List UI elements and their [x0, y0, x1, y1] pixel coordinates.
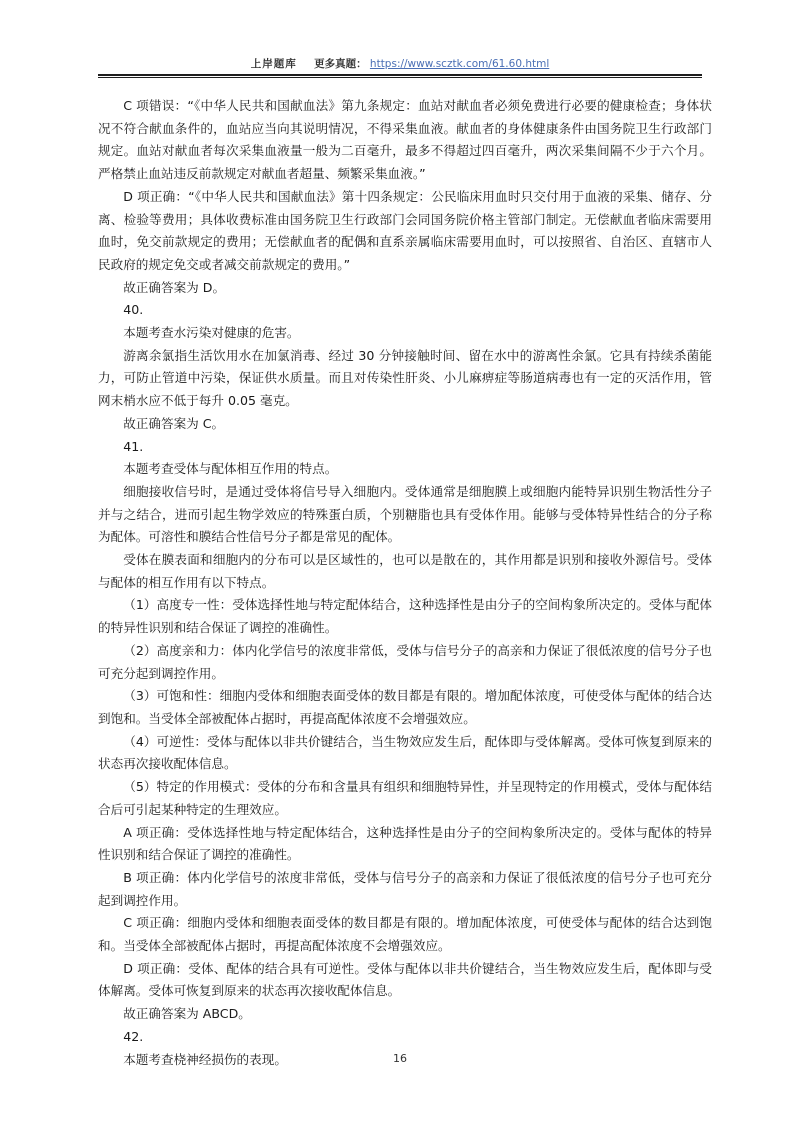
paragraph: （4）可逆性：受体与配体以非共价键结合，当生物效应发生后，配体即与受体解离。受体可恢复到原来的状态再次接收配体信息。 [98, 733, 712, 772]
paragraph: C 项错误：“《中华人民共和国献血法》第九条规定：血站对献血者必须免费进行必要的健康检查；身体状况不符合献血条件的，血站应当向其说明情况，不得采集血液。献血者的身体健康条件由国务院卫生行政部门规定。血站对献血者每次采集血液量一般为二百毫升，最多不得超过四百毫升，两次采集间隔不少于六个月。严格禁止血站违反前款规定对献血者超量、频繁采集血液。” [98, 98, 712, 182]
document-body [98, 95, 712, 1071]
answer-line: 故正确答案为 D。 [123, 279, 226, 295]
paragraph: 受体在膜表面和细胞内的分布可以是区域性的，也可以是散在的，其作用都是识别和接收外源信号。受体与配体的相互作用有以下特点。 [98, 552, 712, 590]
paragraph: 本题考查受体与配体相互作用的特点。 [123, 461, 338, 477]
paragraph: （1）高度专一性：受体选择性地与特定配体结合，这种选择性是由分子的空间构象所决定的。受体与配体的特异性识别和结合保证了调控的准确性。 [98, 597, 712, 636]
paragraph: 本题考查桡神经损伤的表现。 [123, 1051, 287, 1067]
answer-line: 故正确答案为 ABCD。 [123, 1006, 251, 1022]
question-number: 42. [123, 1028, 144, 1044]
page-number: 16 [393, 1052, 407, 1065]
paragraph: 游离余氯指生活饮用水在加氯消毒、经过 30 分钟接触时间、留在水中的游离性余氯。它具有持续杀菌能力，可防止管道中污染，保证供水质量。而且对传染性肝炎、小儿麻痹症等肠道病毒也有一定的灭活作用，管网末梢水应不低于每升 0.05 毫克。 [98, 347, 712, 409]
paragraph: 细胞接收信号时，是通过受体将信号导入细胞内。受体通常是细胞膜上或细胞内能特异识别生物活性分子并与之结合，进而引起生物学效应的特殊蛋白质，个别糖脂也具有受体作用。能够与受体特异性结合的分子称为配体。可溶性和膜结合性信号分子都是常见的配体。 [98, 483, 712, 545]
paragraph: （2）高度亲和力：体内化学信号的浓度非常低，受体与信号分子的高亲和力保证了很低浓度的信号分子也可充分起到调控作用。 [98, 642, 712, 681]
paragraph: C 项正确：细胞内受体和细胞表面受体的数目都是有限的。增加配体浓度，可使受体与配体的结合达到饱和。当受体全部被配体占据时，再提高配体浓度不会增强效应。 [98, 915, 712, 954]
paragraph: （5）特定的作用模式：受体的分布和含量具有组织和细胞特异性，并呈现特定的作用模式，受体与配体结合后可引起某种特定的生理效应。 [98, 779, 712, 817]
header-url-link[interactable]: https://www.scztk.com/61.60.html [369, 58, 550, 70]
paragraph: B 项正确：体内化学信号的浓度非常低，受体与信号分子的高亲和力保证了很低浓度的信号分子也可充分起到调控作用。 [98, 869, 712, 908]
page-header [98, 56, 702, 76]
question-number: 41. [123, 438, 144, 454]
question-number: 40. [123, 302, 144, 318]
answer-line: 故正确答案为 C。 [123, 415, 225, 431]
paragraph: A 项正确：受体选择性地与特定配体结合，这种选择性是由分子的空间构象所决定的。受体与配体的特异性识别和结合保证了调控的准确性。 [98, 824, 712, 863]
paragraph: D 项正确：受体、配体的结合具有可逆性。受体与配体以非共价键结合，当生物效应发生后，配体即与受体解离。受体可恢复到原来的状态再次接收配体信息。 [98, 960, 712, 999]
paragraph: D 项正确：“《中华人民共和国献血法》第十四条规定：公民临床用血时只交付用于血液的采集、储存、分离、检验等费用；具体收费标准由国务院卫生行政部门会同国务院价格主管部门制定。无偿献血者临床需要用血时，免交前款规定的费用；无偿献血者的配偶和直系亲属临床需要用血时，可以按照省、自治区、直辖市人民政府的规定免交或者减交前款规定的费用。” [98, 188, 712, 272]
header-title: 上岸题库 [250, 58, 297, 70]
paragraph: 本题考查水污染对健康的危害。 [123, 325, 300, 341]
paragraph: （3）可饱和性：细胞内受体和细胞表面受体的数目都是有限的。增加配体浓度，可使受体与配体的结合达到饱和。当受体全部被配体占据时，再提高配体浓度不会增强效应。 [98, 688, 712, 726]
header-rule [98, 74, 702, 78]
header-link-label: 更多真题： [314, 58, 367, 70]
